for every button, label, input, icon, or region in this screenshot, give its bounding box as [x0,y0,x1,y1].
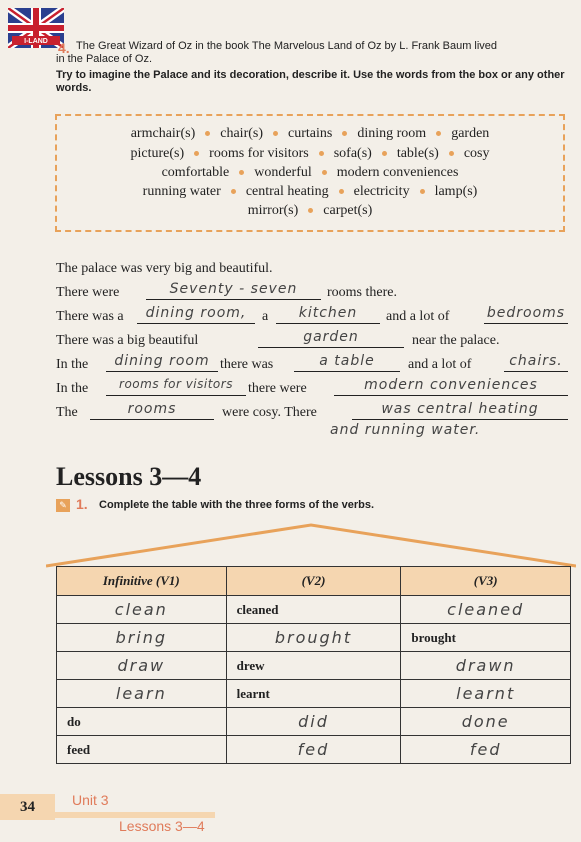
story-text: There was a big beautiful [56,333,199,348]
story-text: In the [56,357,89,372]
word: table(s) [396,146,439,161]
story-text: and a lot of [386,309,450,324]
word-row [57,126,563,142]
story-text: There was a [56,309,124,324]
answer-cell[interactable]: learnt [401,680,571,708]
table-cell: feed [57,736,227,764]
word: comfortable [161,165,230,180]
footer-lessons: Lessons 3—4 [119,818,205,834]
story-text: and a lot of [408,357,472,372]
word: carpet(s) [323,203,373,218]
answer-blank[interactable]: was central heating [352,401,568,420]
story-line-1: The palace was very big and beautiful. [56,261,273,276]
column-header: Infinitive (V1) [57,567,227,596]
story-text: were cosy. There [222,405,317,420]
answer-cell[interactable]: drawn [401,652,571,680]
lessons-title: Lessons 3—4 [56,462,202,491]
answer-blank[interactable]: a table [294,353,400,372]
word: chair(s) [220,126,264,141]
word: garden [451,126,490,141]
table-header-row [57,567,571,596]
table-row [57,680,571,708]
answer-blank[interactable]: chairs. [504,353,568,372]
task-intro-line1: The Great Wizard of Oz in the book The Marvelous Land of Oz by L. Frank Baum lived [76,40,498,52]
task-number: 4. [58,40,70,56]
answer-blank[interactable]: Seventy - seven [146,281,321,300]
word-row [57,203,563,219]
answer-cell[interactable]: brought [226,624,401,652]
table-cell: cleaned [226,596,401,624]
table-row [57,708,571,736]
answer-cell[interactable]: clean [57,596,227,624]
story-text: The [56,405,78,420]
page-number: 34 [0,794,55,820]
answer-blank[interactable]: bedrooms [484,305,568,324]
word: mirror(s) [247,203,299,218]
story-text: There were [56,285,120,300]
word: sofa(s) [333,146,372,161]
verbs-table [56,566,571,764]
task-intro-line2: in the Palace of Oz. [56,53,152,65]
table-cell: do [57,708,227,736]
word: armchair(s) [130,126,196,141]
word: electricity [353,184,410,199]
word: running water [142,184,221,199]
word: wonderful [254,165,312,180]
word: modern conveniences [336,165,459,180]
exercise-instruction: Complete the table with the three forms of the verbs. [99,499,375,511]
word: curtains [288,126,333,141]
answer-continuation: and running water. [330,422,481,438]
answer-cell[interactable]: fed [401,736,571,764]
exercise-icon: ✎ [56,499,70,512]
roof-decoration [46,522,576,568]
task-instruction: Try to imagine the Palace and its decoration, describe it. Use the words from the box or any other words. [56,69,565,94]
word-row [57,146,563,162]
word: central heating [245,184,329,199]
table-cell: drew [226,652,401,680]
answer-cell[interactable]: draw [57,652,227,680]
word: rooms for visitors [209,146,309,161]
answer-cell[interactable]: did [226,708,401,736]
answer-blank[interactable]: kitchen [276,305,380,324]
answer-cell[interactable]: done [401,708,571,736]
exercise-number: 1. [76,496,88,512]
answer-cell[interactable]: fed [226,736,401,764]
word: lamp(s) [434,184,478,199]
word: picture(s) [130,146,185,161]
i-land-logo [8,8,64,48]
answer-blank[interactable]: garden [258,329,404,348]
story-text: there were [248,381,307,396]
answer-cell[interactable]: bring [57,624,227,652]
word: cosy [463,146,490,161]
answer-blank[interactable]: modern conveniences [334,377,568,396]
story-text: a [262,309,269,324]
answer-blank[interactable]: rooms for visitors [106,377,246,396]
story-text: In the [56,381,89,396]
table-row [57,596,571,624]
table-row [57,624,571,652]
answer-cell[interactable]: cleaned [401,596,571,624]
word-row [57,184,563,200]
table-row [57,736,571,764]
column-header: (V3) [401,567,571,596]
column-header: (V2) [226,567,401,596]
table-cell: learnt [226,680,401,708]
word-box [55,114,565,232]
answer-blank[interactable]: dining room, [137,305,255,324]
answer-blank[interactable]: dining room [106,353,218,372]
story-text: near the palace. [412,333,500,348]
answer-blank[interactable]: rooms [90,401,214,420]
word-row [57,165,563,181]
story-text: rooms there. [327,285,397,300]
answer-cell[interactable]: learn [57,680,227,708]
word: dining room [357,126,427,141]
svg-text:I-LAND: I-LAND [24,38,48,45]
footer-unit: Unit 3 [72,792,109,808]
table-row [57,652,571,680]
table-cell: brought [401,624,571,652]
story-text: there was [220,357,274,372]
